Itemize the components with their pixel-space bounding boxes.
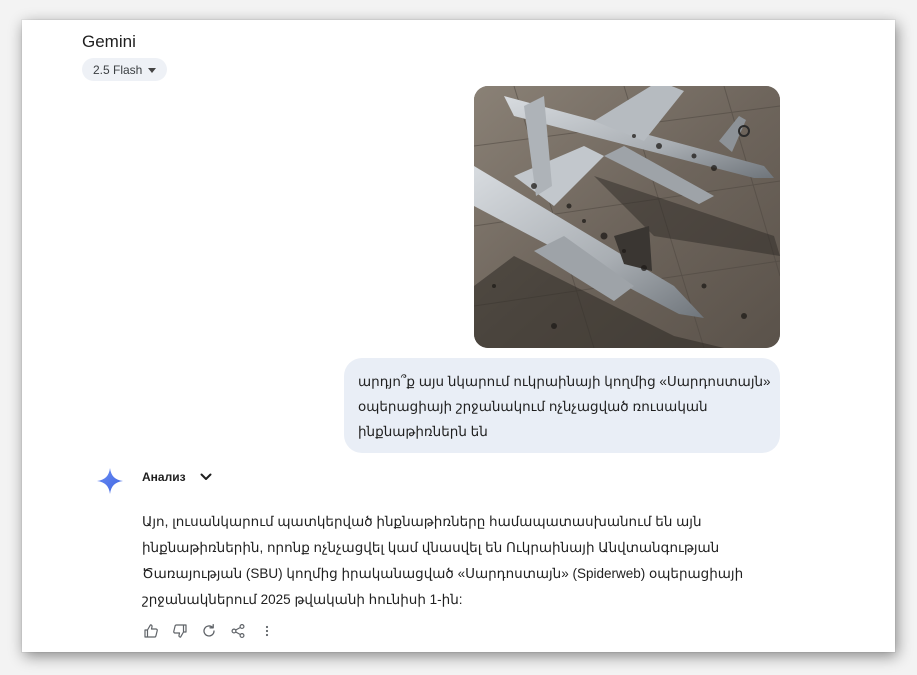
analysis-label: Анализ xyxy=(142,470,186,484)
response-line: Այո, լուսանկարում պատկերված ինքնաթիռները համապատասխանում են այն xyxy=(142,514,702,529)
gemini-spark-icon xyxy=(96,467,124,495)
model-selector[interactable] xyxy=(82,58,167,81)
user-message-line: օպերացիայի շրջանակում ոչնչացված ռուսական xyxy=(358,399,708,414)
user-message-line: ինքնաթիռներն են xyxy=(358,424,488,439)
response-line: Ծառայության (SBU) կողմից իրականացված «Սարդոստայն» (Spiderweb) օպերացիայի xyxy=(142,566,744,581)
model-label: 2.5 Flash xyxy=(93,62,143,77)
thumbs-down-button[interactable] xyxy=(171,622,189,640)
response-line: ինքնաթիռներին, որոնք ոչնչացվել կամ վնասվել են Ուկրաինայի Անվտանգության xyxy=(142,540,720,555)
user-message-line: արդյո՞ք այս նկարում ուկրաինայի կողմից «Սարդոստայն» xyxy=(358,374,771,389)
user-uploaded-image[interactable] xyxy=(474,86,780,348)
more-vert-icon xyxy=(259,623,275,639)
aircraft-photo xyxy=(474,86,780,348)
regenerate-icon xyxy=(201,623,217,639)
regenerate-button[interactable] xyxy=(200,622,218,640)
response-text xyxy=(142,509,792,613)
dropdown-caret-icon xyxy=(148,68,156,73)
thumbs-up-button[interactable] xyxy=(142,622,160,640)
thumbs-down-icon xyxy=(172,623,188,639)
share-button[interactable] xyxy=(229,622,247,640)
more-options-button[interactable] xyxy=(258,622,276,640)
analysis-toggle[interactable] xyxy=(142,470,212,484)
chevron-down-icon xyxy=(200,473,212,481)
response-actions xyxy=(142,622,276,640)
response-line: շրջանակներում 2025 թվականի հունիսի 1-ին: xyxy=(142,592,463,607)
user-message-bubble xyxy=(344,358,780,453)
gemini-window xyxy=(22,20,895,652)
thumbs-up-icon xyxy=(143,623,159,639)
share-icon xyxy=(230,623,246,639)
app-title: Gemini xyxy=(82,32,136,51)
